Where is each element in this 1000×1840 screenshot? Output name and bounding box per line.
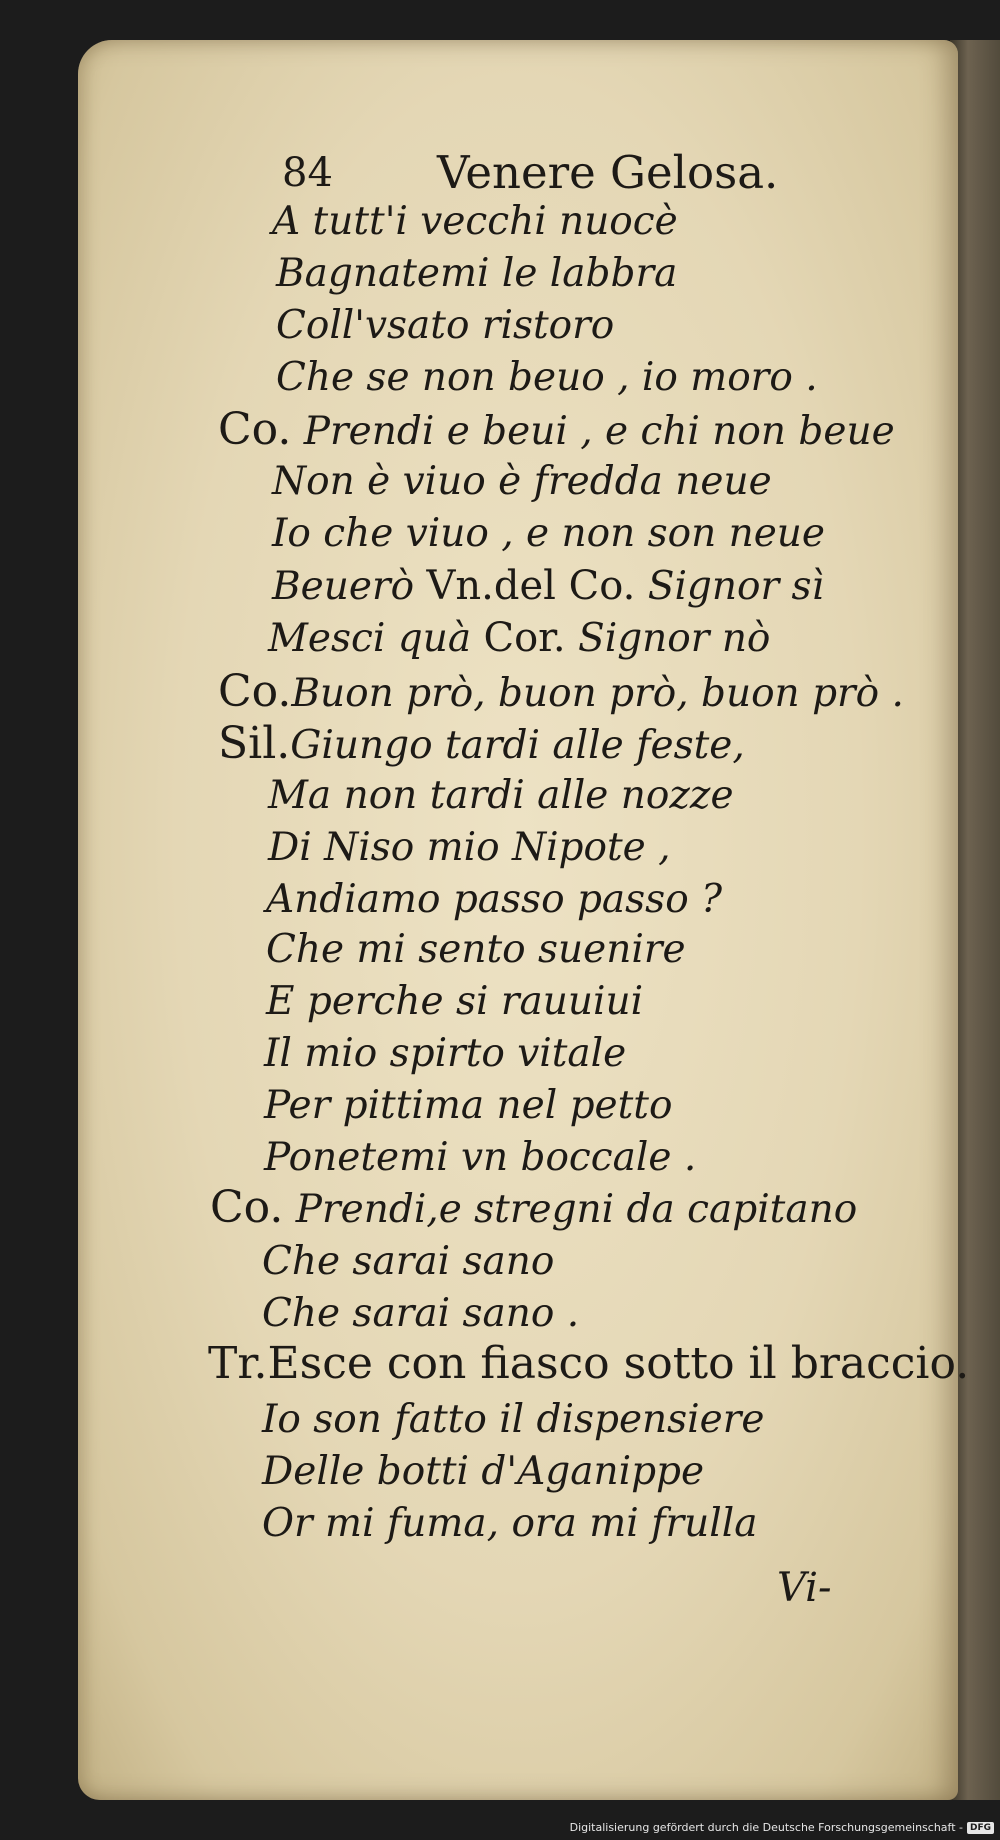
catchword: Vi- <box>777 1565 832 1611</box>
page-number: 84 <box>282 150 333 196</box>
dfg-logo: DFG <box>967 1822 994 1834</box>
speech-line: Co.Buon prò, buon prò, buon prò . <box>218 666 904 717</box>
verse-line: Delle botti d'Aganippe <box>262 1449 705 1494</box>
verse-line: Io che viuo , e non son neue <box>272 511 826 556</box>
speaker-label: Co. <box>210 1182 284 1233</box>
verse-line: Di Niso mio Nipote , <box>268 825 671 870</box>
verse-line: Bagnatemi le labbra <box>276 251 678 296</box>
verse-line: Il mio spirto vitale <box>264 1031 627 1076</box>
speaker-label: Sil. <box>218 718 291 769</box>
verse-line: Io son fatto il dispensiere <box>262 1397 765 1442</box>
speaker-label: Cor. <box>483 615 566 661</box>
speech-line <box>208 1338 970 1389</box>
speaker-label: Co. <box>218 666 292 717</box>
speech-line: Co. Prendi,e stregni da capitano <box>210 1182 858 1233</box>
verse-line: Mesci quà Cor. Signor nò <box>268 615 771 661</box>
verse-line: Che mi sento suenire <box>266 927 686 972</box>
verse-line: E perche si rauuiui <box>266 979 644 1024</box>
verse-line: Che sarai sano <box>262 1239 555 1284</box>
speaker-label: Tr. <box>208 1338 268 1389</box>
stage-direction: Vn.del Co. <box>426 563 636 609</box>
speech-line: Co. Prendi e beui , e chi non beue <box>218 404 895 455</box>
credit-text: Digitalisierung gefördert durch die Deutsche Forschungsgemeinschaft - <box>569 1821 963 1834</box>
verse-line: Or mi fuma, ora mi frulla <box>262 1501 758 1546</box>
verse-line: Ponetemi vn boccale . <box>264 1135 697 1180</box>
verse-line: A tutt'i vecchi nuocè <box>272 199 678 244</box>
running-title: Venere Gelosa. <box>437 146 779 199</box>
verse-line: Per pittima nel petto <box>264 1083 673 1128</box>
verse-line: Non è viuo è fredda neue <box>272 459 772 504</box>
speaker-label: Co. <box>218 404 292 455</box>
verse-line: Andiamo passo passo ? <box>266 877 722 922</box>
speech-line: Sil.Giungo tardi alle feste, <box>218 718 745 769</box>
digitization-credit <box>570 1821 994 1834</box>
verse-line: Che sarai sano . <box>262 1291 580 1336</box>
verse-line: Coll'vsato ristoro <box>276 303 615 348</box>
verse-line: Che se non beuo , io moro . <box>276 355 818 400</box>
verse-line: Ma non tardi alle nozze <box>268 773 734 818</box>
stage-direction: Esce con fiasco sotto il braccio. <box>267 1338 970 1389</box>
verse-line: Beuerò Vn.del Co. Signor sì <box>272 563 825 609</box>
